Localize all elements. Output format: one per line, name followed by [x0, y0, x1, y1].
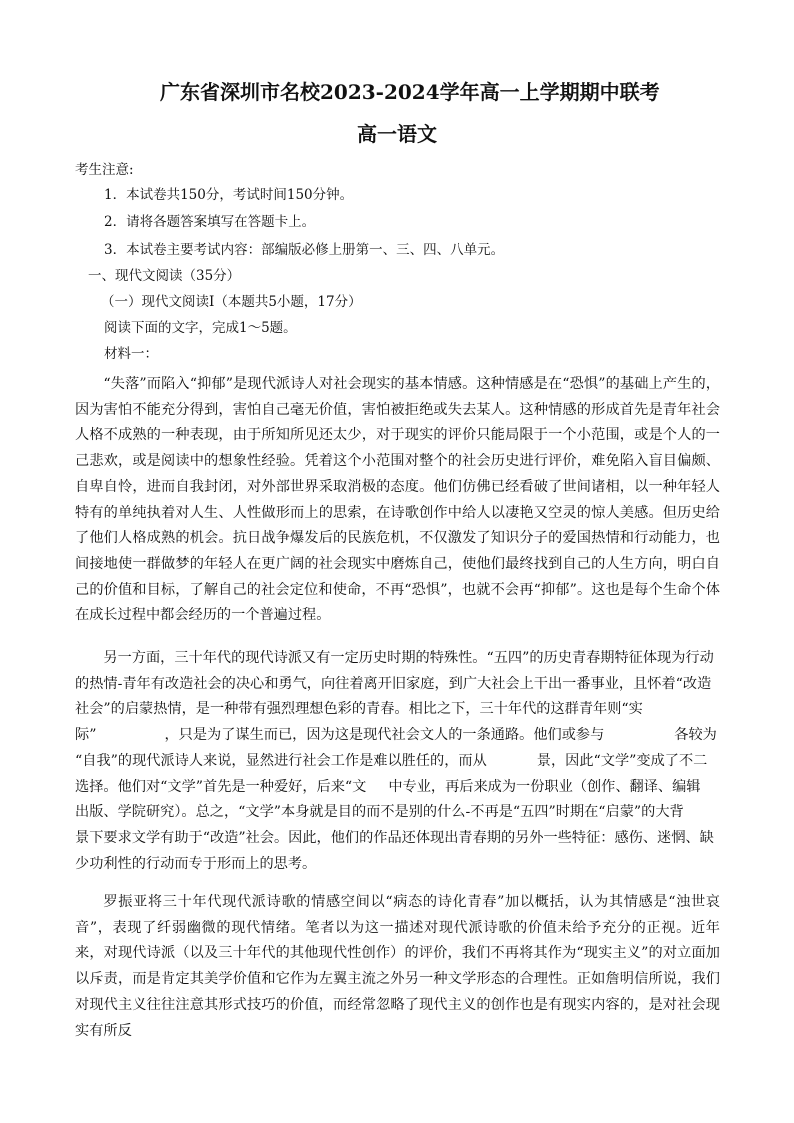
paragraph-1-text: “失落”而陷入“抑郁”是现代派诗人对社会现实的基本情感。这种情感是在“恐惧”的基础上产生的，因为害怕不能充分得到，害怕自己毫无价值，害怕被拒绝或失去某人。这种情感的形成首先是青年社会人格不成熟的一种表现，由于所知所见还太少，对于现实的评价只能局限于一个小范围，或是个人的一己悲欢，或是阅读中的想象性经验。凭着这个小范围对整个的社会历史进行评价，难免陷入盲目偏颇、自卑自怜，进而自我封闭，对外部世界采取消极的态度。他们仿佛已经看破了世间诸相，以一种年轻人特有的单纯执着对人生、人性做形而上的思索，在诗歌创作中给人以凄艳又空灵的惊人美感。但历史给了他们人格成熟的机会。抗日战争爆发后的民族危机，不仅激发了知识分子的爱国热情和行动能力，也间接地使一群做梦的年轻人在更广阔的社会现实中磨炼自己，使他们最终找到自己的人生方向，明白自己的价值和目标，了解自己的社会定位和使命，不再“恐惧”，也就不会再“抑郁”。这也是每个生命个体在成长过程中都会经历的一个普遍过程。 — [75, 376, 720, 624]
paragraph-2-line-5-part-b: 景，因此“文学”变成了不二 — [536, 752, 708, 769]
section-instruction: 阅读下面的文字，完成1～5题。 — [104, 320, 297, 336]
paragraph-1 — [75, 372, 720, 629]
material-label: 材料一： — [104, 346, 158, 362]
paragraph-2-line-4-part-a: 际” — [75, 727, 97, 744]
notice-item-1: 1．本试卷共150分，考试时间150分钟。 — [104, 187, 354, 203]
paragraph-2-line-4-part-b: ，只是为了谋生而已，因为这是现代社会文人的一条通路。他们或参与 — [164, 727, 605, 744]
paragraph-2-line-6-part-b: 中专业，再后来成为一份职业（创作、翻译、编辑 — [388, 778, 701, 795]
section-part-heading: 一、现代文阅读（35分） — [88, 268, 241, 284]
paragraph-3-text: 罗振亚将三十年代现代派诗歌的情感空间以“病态的诗化青春”加以概括，认为其情感是“浊世哀音”，表现了纤弱幽微的现代情绪。笔者以为这一描述对现代派诗歌的价值未给予充分的正视。近年来，对现代诗派（以及三十年代的其他现代性创作）的评价，我们不再将其作为“现实主义”的对立面加以斥责，而是肯定其美学价值和它作为左翼主流之外另一种文学形态的合理性。正如詹明信所说，我们对现代主义往往注意其形式技巧的价值，而经常忽略了现代主义的创作也是有现实内容的，是对社会现实有所反 — [75, 894, 720, 1039]
paragraph-3 — [75, 890, 720, 1044]
paragraph-2-line-8: 景下要求文学有助于“改造”社会。因此，他们的作品还体现出青春期的另外一些特征：感伤、迷惘、缺 — [75, 829, 714, 846]
paragraph-2-line-4-part-c: 各较为 — [674, 727, 717, 744]
paragraph-2-line-4 — [75, 723, 720, 749]
notice-item-3: 3．本试卷主要考试内容：部编版必修上册第一、三、四、八单元。 — [104, 242, 505, 258]
paragraph-2-line-1: 另一方面，三十年代的现代诗派又有一定历史时期的特殊性。“五四”的历史青春期特征体现为行动 — [103, 650, 714, 666]
exam-title: 广东省深圳市名校2023-2024学年高一上学期期中联考 — [160, 80, 660, 104]
paragraph-2-line-2: 的热情-青年有改造社会的决心和勇气，向往着离开旧家庭，到广大社会上干出一番事业，且怀着“改造 — [75, 675, 712, 692]
notice-item-2: 2．请将各题答案填写在答题卡上。 — [104, 214, 316, 230]
section-sub-heading: （一）现代文阅读Ⅰ（本题共5小题，17分） — [101, 294, 362, 310]
paragraph-2-line-6-part-a: 选择。他们对“文学”首先是一种爱好，后来“文 — [75, 778, 367, 795]
paragraph-2-line-6 — [75, 775, 720, 801]
notice-heading: 考生注意: — [75, 162, 134, 178]
paragraph-2-line-9: 少功利性的行动而专于形而上的思考。 — [75, 855, 317, 872]
paragraph-2-line-7: 出版、学院研究）。总之，“文学”本身就是目的而不是别的什么-不再是“五四”时期在“启蒙”的大背 — [75, 804, 684, 821]
paragraph-2-line-3: 社会”的启蒙热情，是一种带有强烈理想色彩的青春。相比之下，三十年代的这群青年则“实 — [75, 701, 643, 718]
paragraph-2 — [75, 646, 720, 877]
paragraph-2-line-5 — [75, 749, 720, 775]
paragraph-2-line-5-part-a: “自我”的现代派诗人来说，显然进行社会工作是难以胜任的，而从 — [75, 752, 487, 769]
exam-subtitle: 高一语文 — [357, 122, 437, 146]
